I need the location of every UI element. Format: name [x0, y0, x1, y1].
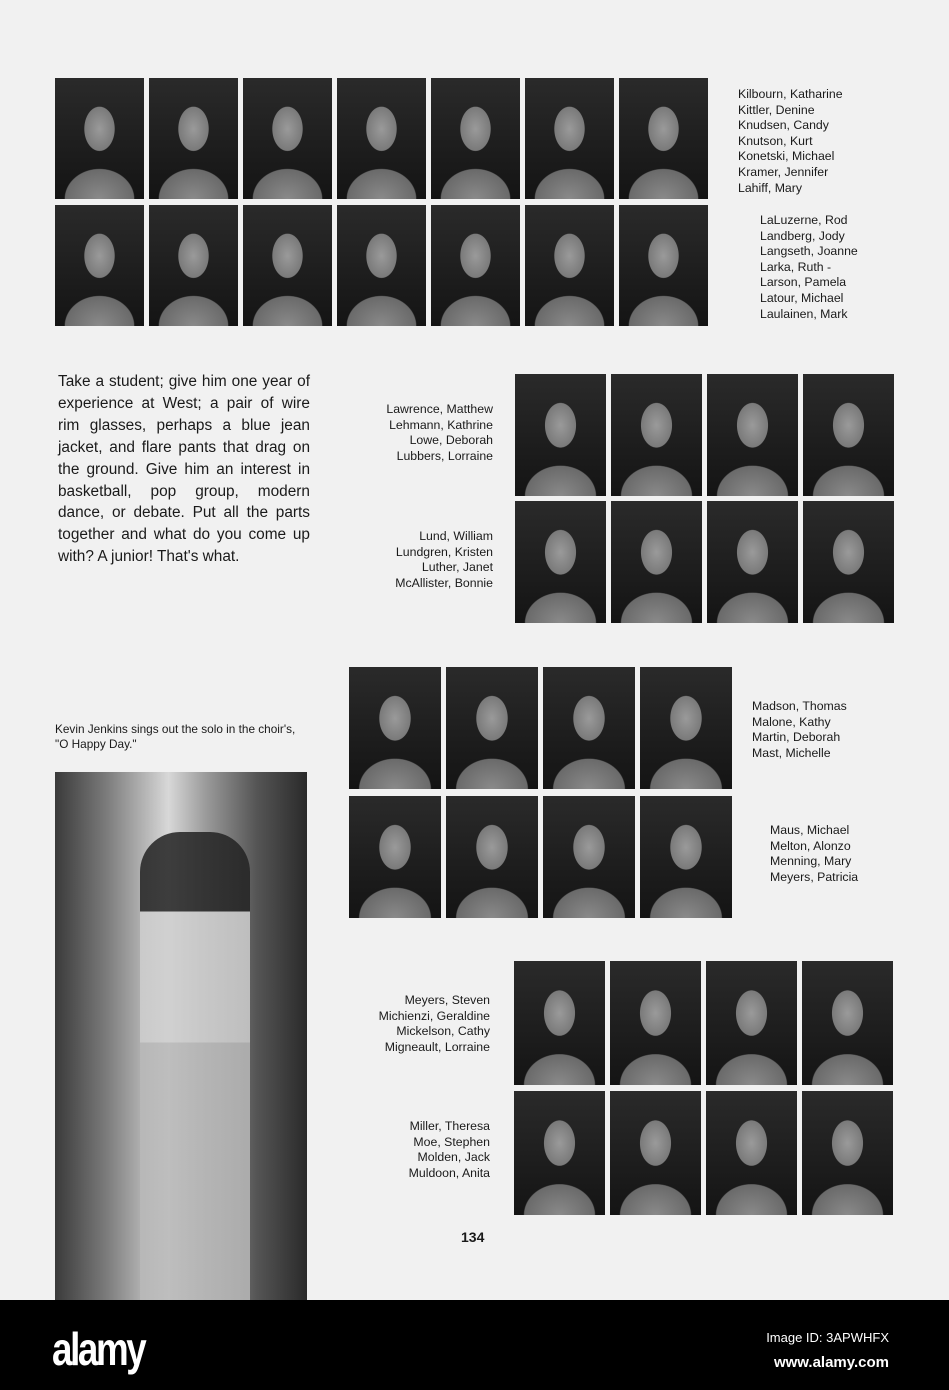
student-portrait [525, 205, 614, 326]
names-list [409, 1119, 490, 1181]
student-name: Melton, Alonzo [770, 838, 851, 853]
alamy-logo: alamy [52, 1323, 145, 1375]
student-name: Kittler, Denine [738, 102, 815, 117]
student-portrait [514, 961, 605, 1085]
student-name: Lund, William [419, 529, 493, 543]
student-portrait [431, 205, 520, 326]
student-name: Kramer, Jennifer [738, 164, 829, 179]
student-name: McAllister, Bonnie [395, 575, 493, 590]
names-list [386, 402, 493, 464]
student-portrait [611, 374, 702, 496]
student-portrait [803, 501, 894, 623]
student-portrait [149, 205, 238, 326]
student-portrait [515, 374, 606, 496]
singer-figure [140, 832, 250, 1300]
student-name: Meyers, Steven [404, 993, 490, 1007]
student-name: Larka, Ruth - [760, 259, 832, 274]
student-name: Lowe, Deborah [409, 433, 493, 448]
student-portrait [706, 961, 797, 1085]
portrait-grid-k-l [55, 78, 708, 326]
student-portrait [55, 205, 144, 326]
names-list [395, 529, 493, 591]
student-portrait [543, 796, 635, 918]
student-name: LaLuzerne, Rod [760, 213, 848, 227]
student-portrait [525, 78, 614, 199]
student-name: Mickelson, Cathy [396, 1024, 490, 1039]
student-name: Maus, Michael [770, 823, 850, 837]
names-list [379, 993, 490, 1055]
student-portrait [610, 1091, 701, 1215]
portrait-grid-me-mu [514, 961, 893, 1215]
student-name: Lubbers, Lorraine [396, 448, 493, 463]
student-name: Menning, Mary [770, 854, 852, 869]
student-name: Kilbourn, Katharine [738, 87, 843, 101]
intro-paragraph: Take a student; give him one year of experience at West; a pair of wire rim glasses, perhaps a blue jean jacket, and flare pants that drag on the ground. Give him an interest in basketball, pop group, modern dance, or debate. Put all the parts together and what do you come up with? A junior! That's what. [58, 373, 310, 566]
image-id: Image ID: 3APWHFX [766, 1330, 889, 1345]
student-name: Martin, Deborah [752, 730, 841, 745]
student-name: Lehmann, Kathrine [389, 417, 493, 432]
site-url[interactable]: www.alamy.com [773, 1354, 889, 1371]
choir-solo-photo [55, 772, 307, 1300]
student-portrait [640, 667, 732, 789]
student-name: Luther, Janet [421, 560, 493, 575]
student-portrait [803, 374, 894, 496]
student-portrait [802, 961, 893, 1085]
student-portrait [149, 78, 238, 199]
student-portrait [707, 374, 798, 496]
student-portrait [610, 961, 701, 1085]
student-portrait [640, 796, 732, 918]
student-name: Meyers, Patricia [770, 869, 859, 884]
student-portrait [337, 78, 426, 199]
student-name: Knudsen, Candy [738, 118, 829, 133]
student-portrait [543, 667, 635, 789]
student-portrait [446, 667, 538, 789]
page-number: 134 [461, 1229, 485, 1245]
student-portrait [431, 78, 520, 199]
watermark-footer [0, 1300, 949, 1390]
student-portrait [349, 796, 441, 918]
student-portrait [619, 78, 708, 199]
student-name: Muldoon, Anita [408, 1165, 490, 1180]
names-list [738, 87, 843, 196]
student-portrait [349, 667, 441, 789]
student-name: Landberg, Jody [760, 228, 845, 243]
student-name: Michienzi, Geraldine [378, 1008, 490, 1023]
student-name: Moe, Stephen [413, 1134, 490, 1149]
student-name: Lundgren, Kristen [395, 544, 493, 559]
student-name: Migneault, Lorraine [384, 1039, 490, 1054]
student-portrait [55, 78, 144, 199]
student-portrait [243, 78, 332, 199]
student-name: Laulainen, Mark [760, 306, 848, 321]
student-portrait [337, 205, 426, 326]
student-portrait [243, 205, 332, 326]
student-name: Latour, Michael [760, 290, 844, 305]
student-portrait [514, 1091, 605, 1215]
student-portrait [802, 1091, 893, 1215]
student-name: Lahiff, Mary [738, 180, 803, 195]
student-name: Larson, Pamela [760, 275, 847, 290]
names-list [760, 213, 858, 322]
student-name: Langseth, Joanne [760, 244, 858, 259]
student-portrait [446, 796, 538, 918]
student-name: Konetski, Michael [738, 149, 835, 164]
names-list [770, 823, 858, 885]
student-name: Madson, Thomas [752, 699, 847, 713]
student-portrait [619, 205, 708, 326]
student-portrait [707, 501, 798, 623]
student-name: Knutson, Kurt [738, 133, 813, 148]
portrait-grid-ma-me [349, 667, 732, 918]
student-portrait [611, 501, 702, 623]
student-name: Miller, Theresa [409, 1119, 490, 1133]
student-name: Lawrence, Matthew [386, 402, 493, 416]
student-portrait [706, 1091, 797, 1215]
portrait-grid-la-mc [515, 374, 894, 623]
names-list [752, 699, 847, 761]
student-name: Mast, Michelle [752, 745, 831, 760]
student-portrait [515, 501, 606, 623]
student-name: Molden, Jack [417, 1150, 490, 1165]
student-name: Malone, Kathy [752, 714, 831, 729]
photo-caption: Kevin Jenkins sings out the solo in the choir's, "O Happy Day." [55, 722, 296, 751]
